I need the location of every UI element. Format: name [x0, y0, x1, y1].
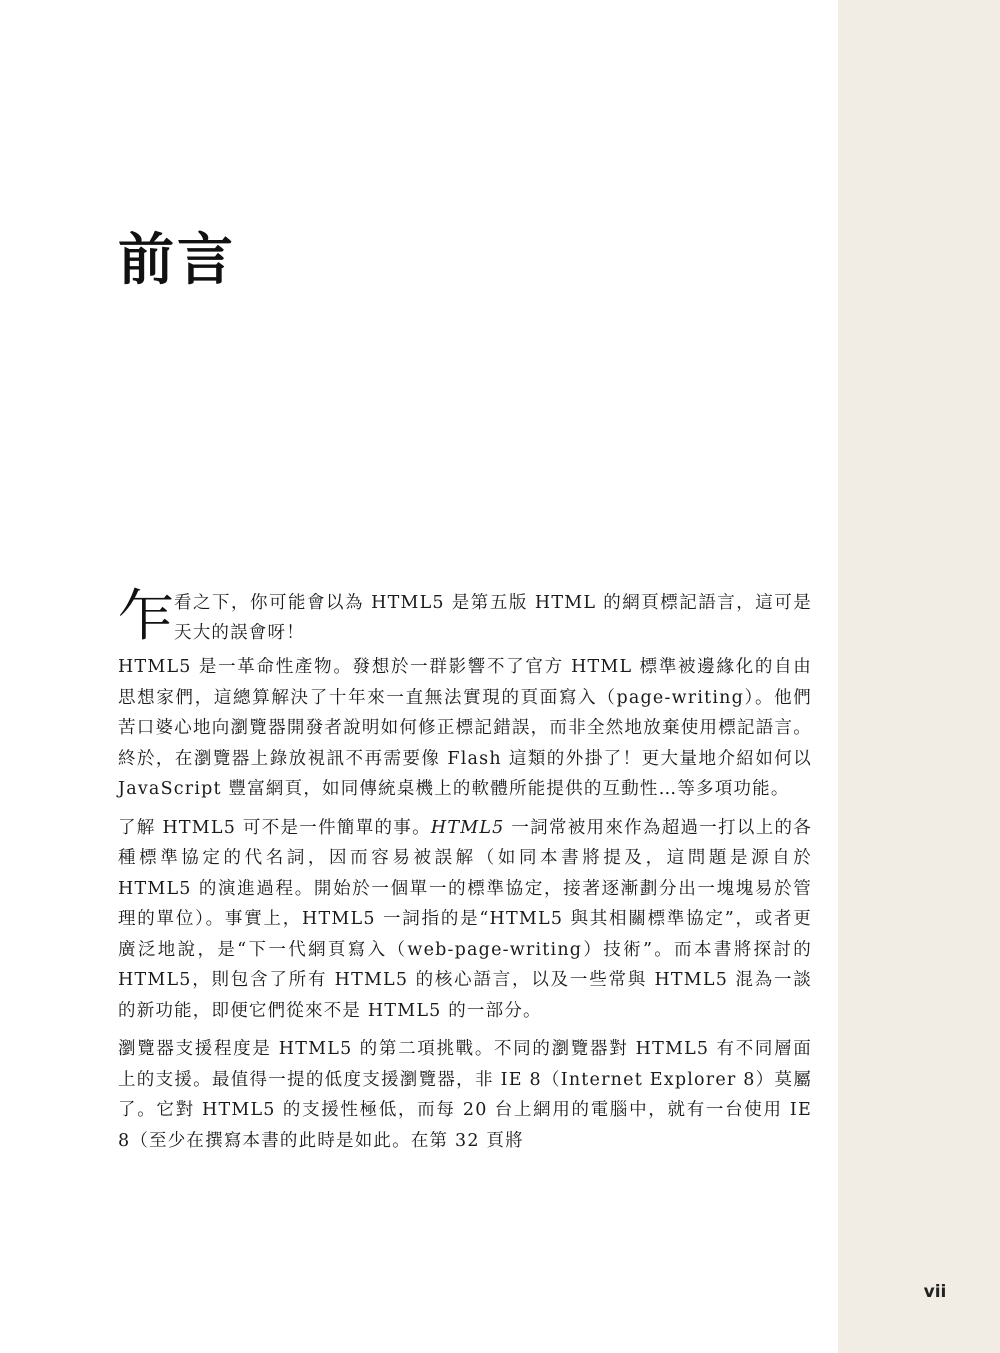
paragraph: HTML5 是一革命性產物。發想於一群影響不了官方 HTML 標準被邊緣化的自由思想家們，這總算解決了十年來一直無法實現的頁面寫入（page-writing）。他們苦口婆心地向瀏覽器開發者說明如何修正標記錯誤，而非全然地放棄使用標記語言。終於，在瀏覽器上錄放視訊不再需要像 Flash 這類的外掛了！更大量地介紹如何以 JavaScript 豐富網頁，如同傳統桌機上的軟體所能提供的互動性…等多項功能。 — [118, 657, 813, 799]
page-number: vii — [923, 1282, 947, 1302]
page-margin-sidebar — [838, 0, 1000, 1353]
paragraph — [118, 813, 812, 1027]
paragraph-text: 了解 HTML5 可不是一件簡單的事。 — [118, 817, 431, 838]
paragraph-text: 一詞常被用來作為超過一打以上的各種標準協定的代名詞，因而容易被誤解（如同本書將提及，這問題是源自於 HTML5 的演進過程。開始於一個單一的標準協定，接著逐漸劃分出一塊塊易於管理的單位）。事實上，HTML5 一詞指的是“HTML5 與其相關標準協定”，或者更廣泛地說，是“下一代網頁寫入（web-page-writing）技術”。而本書將探討的 HTML5，則包含了所有 HTML5 的核心語言，以及一些常與 HTML5 混為一談的新功能，即便它們從來不是 HTML5 的一部分。 — [118, 817, 812, 1021]
body-text — [118, 584, 813, 1164]
page-title: 前言 — [118, 228, 236, 293]
paragraph: 瀏覽器支援程度是 HTML5 的第二項挑戰。不同的瀏覽器對 HTML5 有不同層面上的支援。最值得一提的低度支援瀏覽器，非 IE 8（Internet Explorer 8）莫屬了。它對 HTML5 的支援性極低，而每 20 台上網用的電腦中，就有一台使用 IE 8（至少在撰寫本書的此時是如此。在第 32 頁將 — [118, 1039, 812, 1151]
intro-paragraph — [118, 584, 812, 650]
emphasis-term: HTML5 — [430, 817, 505, 838]
drop-cap: 乍 — [118, 584, 174, 649]
intro-text: 看之下，你可能會以為 HTML5 是第五版 HTML 的網頁標記語言，這可是天大的誤會呀！ — [174, 593, 812, 643]
